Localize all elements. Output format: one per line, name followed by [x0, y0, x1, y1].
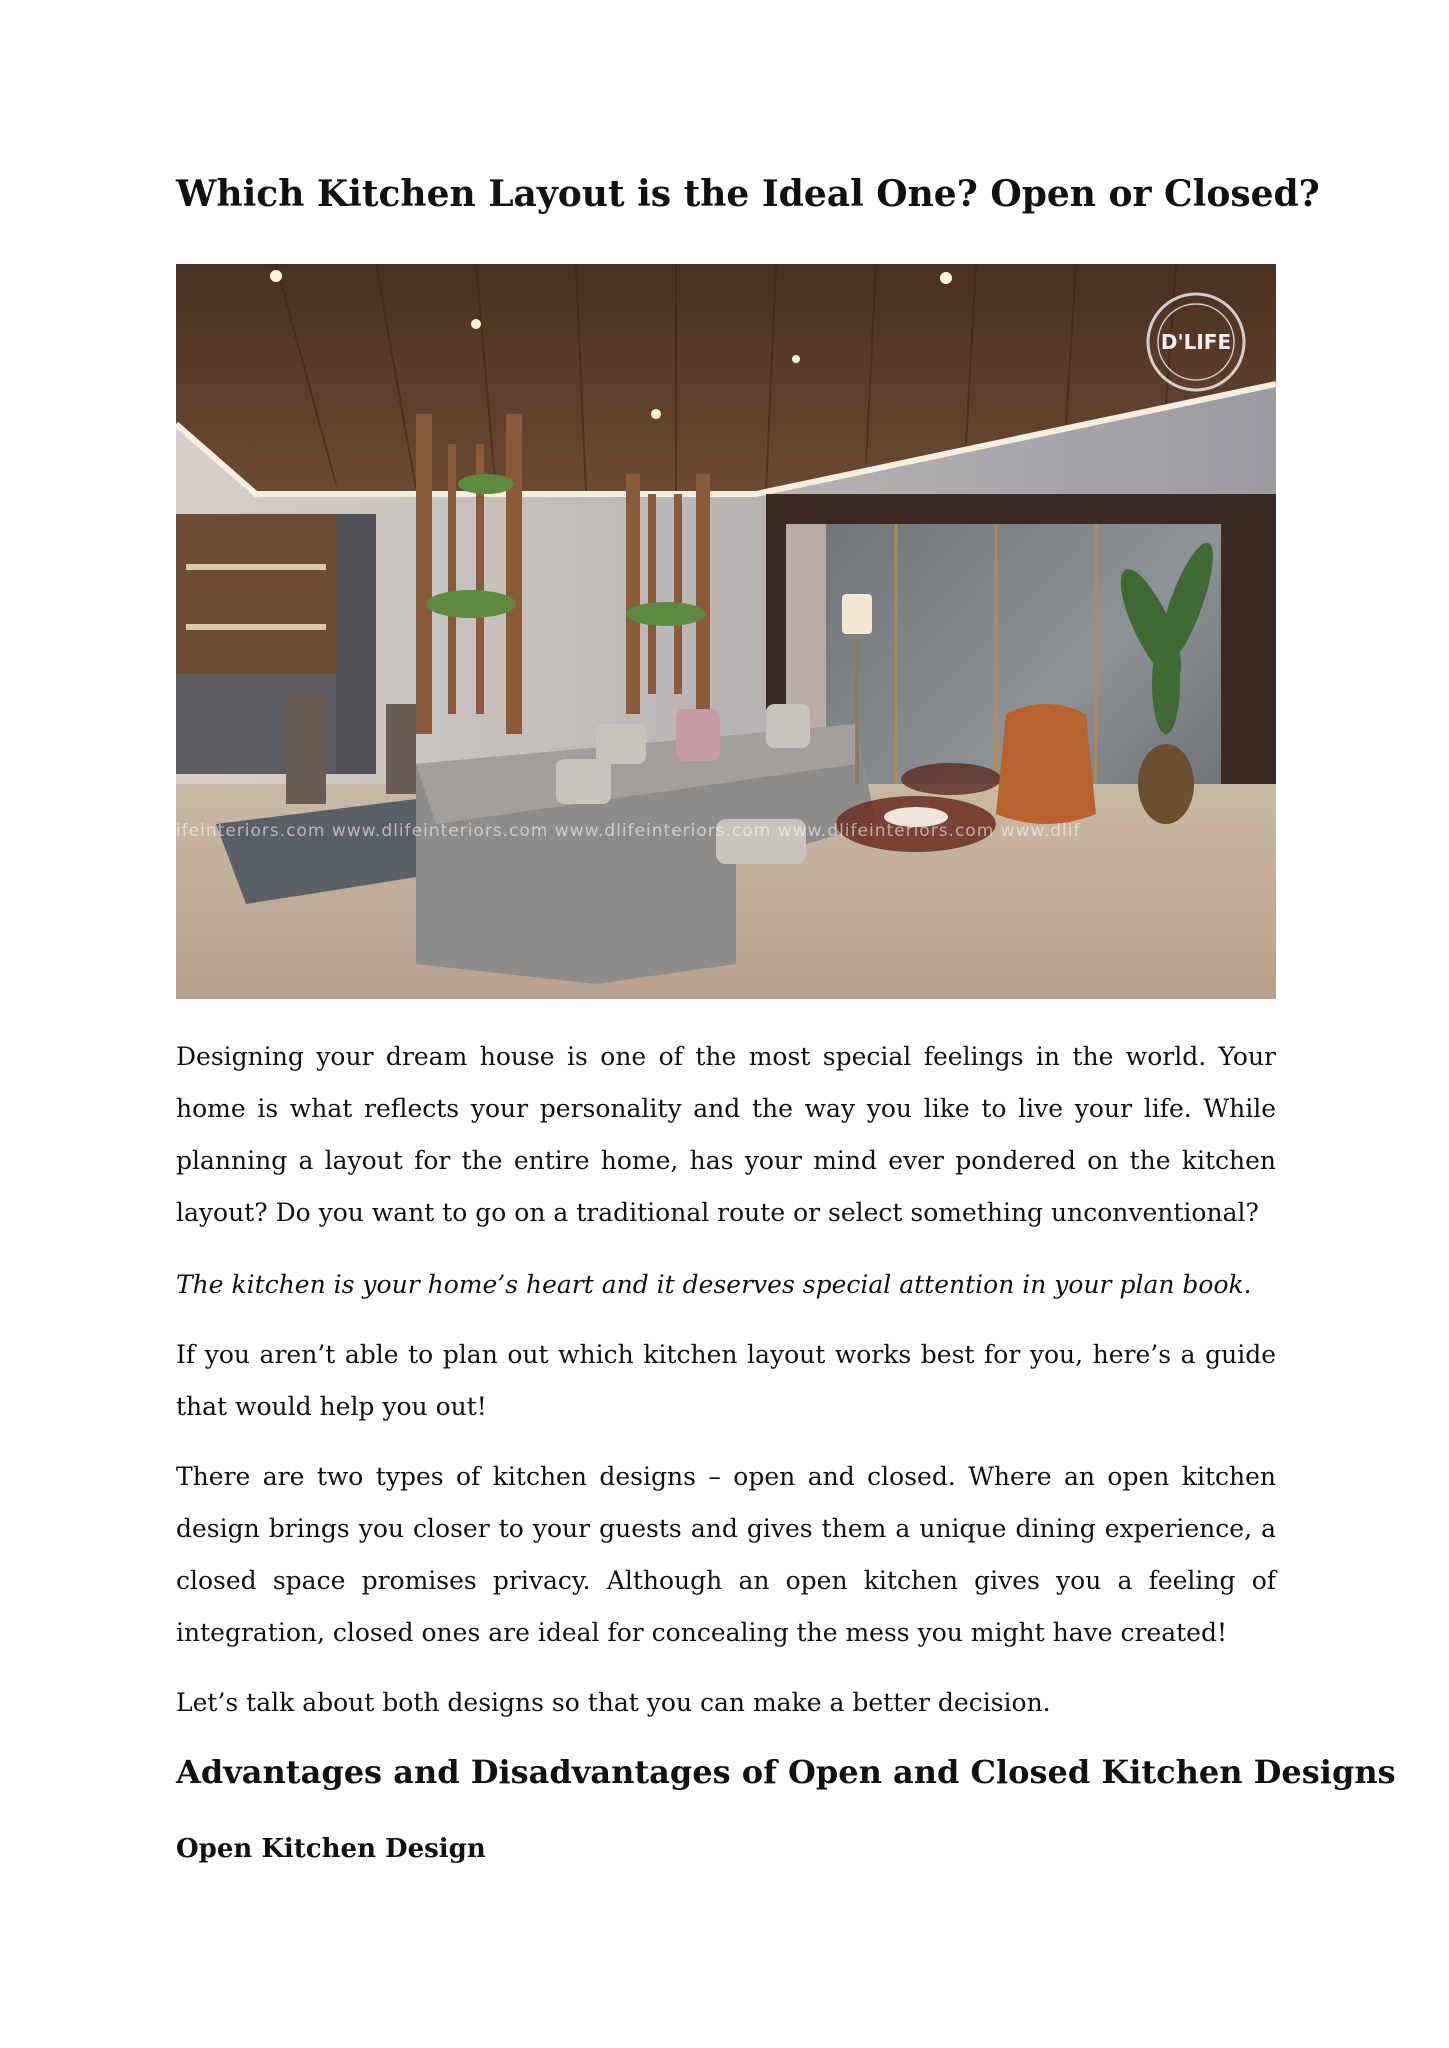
open-kitchen-heading: Open Kitchen Design [176, 1834, 486, 1864]
advantages-heading: Advantages and Disadvantages of Open and Closed Kitchen Designs [176, 1753, 1396, 1791]
logo-text: D'LIFE [1160, 330, 1232, 354]
living-room-photo [176, 264, 1276, 999]
guide-paragraph: If you aren’t able to plan out which kitchen layout works best for you, here’s a guide that would help you out! [176, 1340, 1276, 1421]
discussion-paragraph: Let’s talk about both designs so that you can make a better decision. [176, 1688, 1051, 1717]
watermark-text: ifeinteriors.com www.dlifeinteriors.com www.dlifeinteriors.com www.dlifeinteriors.com www.dlif [176, 821, 1081, 841]
intro-paragraph: Designing your dream house is one of the most special feelings in the world. Your home is what reflects your personality and the way you like to live your life. While planning a layout for the entire home, has your mind ever pondered on the kitchen layout? Do you want to go on a traditional route or select something unconventional? [176, 1042, 1276, 1227]
page-title: Which Kitchen Layout is the Ideal One? Open or Closed? [176, 173, 1320, 215]
quote-paragraph: The kitchen is your home’s heart and it deserves special attention in your plan book. [176, 1270, 1252, 1299]
types-paragraph: There are two types of kitchen designs – open and closed. Where an open kitchen design brings you closer to your guests and gives them a unique dining experience, a closed space promises privacy. Although an open kitchen gives you a feeling of integration, closed ones are ideal for concealing the mess you might have created! [176, 1462, 1276, 1647]
